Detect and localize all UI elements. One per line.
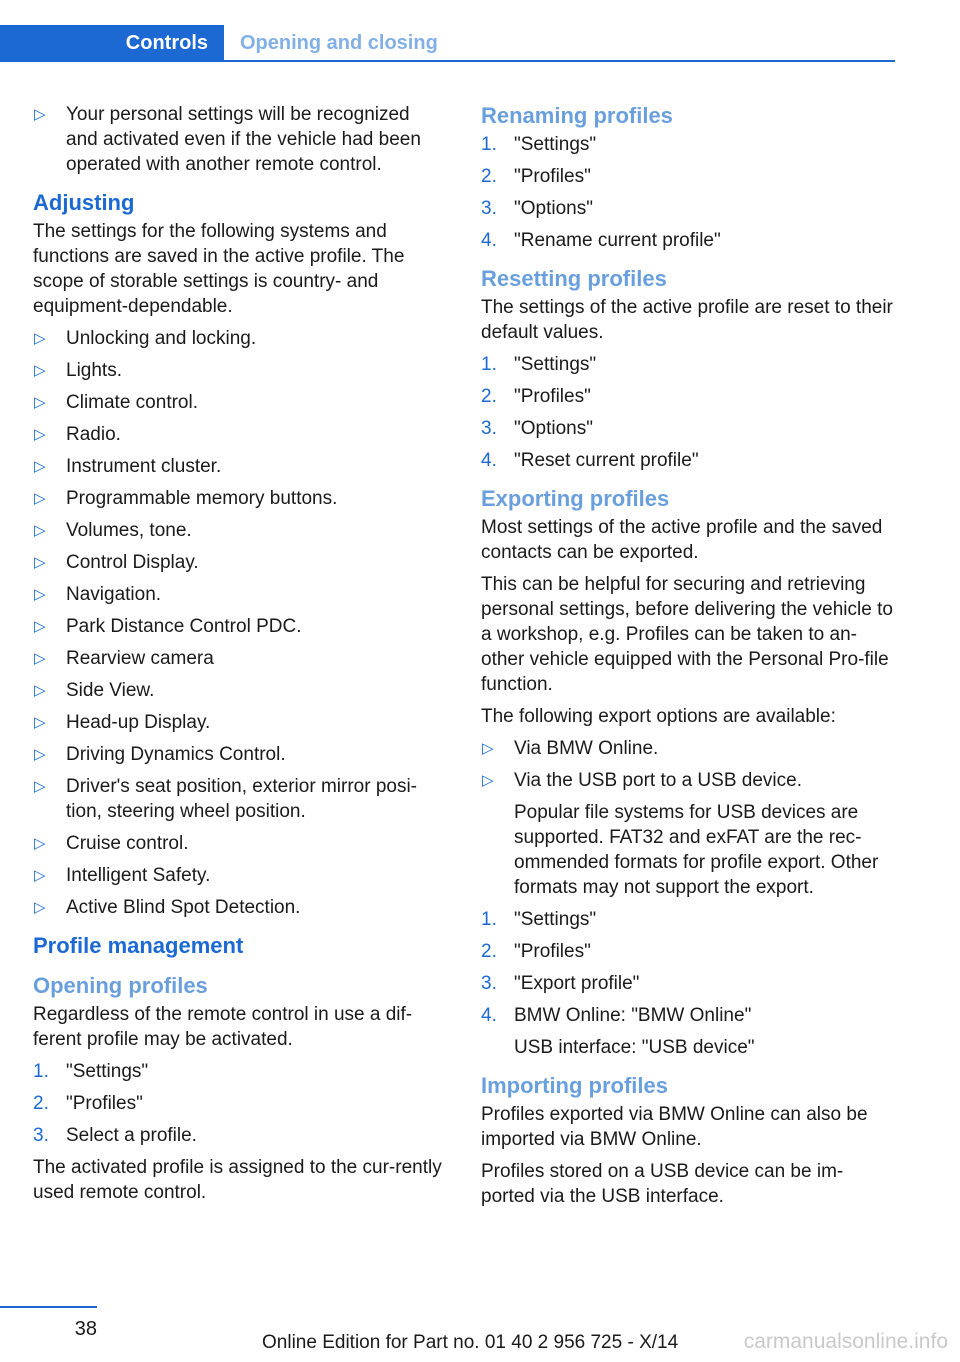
list-item: ▷ Via the USB port to a USB device. Popular file systems for USB devices are supported. FAT32 and exFAT are the rec‐ommended formats for profile export. Other formats may not support the export.	[481, 768, 896, 900]
triangle-bullet-icon: ▷	[482, 740, 494, 757]
list-item: ▷ Volumes, tone.	[34, 520, 192, 541]
triangle-bullet-icon: ▷	[34, 682, 46, 699]
list-item: ▷ Control Display.	[34, 552, 199, 573]
triangle-bullet-icon: ▷	[34, 394, 46, 411]
list-item: ▷ Driver's seat position, exterior mirror posi‐tion, steering wheel position.	[34, 776, 417, 822]
triangle-bullet-icon: ▷	[34, 899, 46, 916]
heading-resetting-profiles: Resetting profiles	[481, 266, 667, 291]
resetting-steps	[481, 352, 896, 473]
list-item: ▷ Programmable memory buttons.	[34, 488, 338, 509]
heading-importing-profiles: Importing profiles	[481, 1073, 668, 1098]
exporting-text-3: The following export options are available:	[481, 706, 836, 727]
opening-text: Regardless of the remote control in use a dif‐ferent profile may be activated.	[33, 1004, 413, 1050]
export-steps	[481, 907, 896, 1060]
step-item: 3. "Options"	[481, 418, 593, 439]
list-item: ▷ Side View.	[34, 680, 155, 701]
triangle-bullet-icon: ▷	[34, 867, 46, 884]
step-number: 4.	[481, 1005, 497, 1026]
triangle-bullet-icon: ▷	[34, 746, 46, 763]
heading-adjusting: Adjusting	[33, 190, 135, 215]
edition-note: Online Edition for Part no. 01 40 2 956 725 - X/14	[262, 1332, 679, 1353]
step-item: 3. "Export profile"	[481, 973, 640, 994]
step-number: 3.	[481, 418, 497, 439]
triangle-bullet-icon: ▷	[34, 106, 46, 123]
list-item: ▷ Rearview camera	[34, 648, 214, 669]
section-tab-controls: Controls	[0, 25, 224, 62]
heading-opening-profiles: Opening profiles	[33, 973, 208, 998]
triangle-bullet-icon: ▷	[34, 490, 46, 507]
list-item: ▷ Via BMW Online.	[482, 738, 659, 759]
header-rule	[0, 60, 895, 62]
step-number: 1.	[481, 909, 497, 930]
list-item: ▷ Cruise control.	[34, 833, 189, 854]
list-item: ▷ Radio.	[34, 424, 121, 445]
intro-list	[33, 102, 443, 177]
step-item: 3. Select a profile.	[33, 1125, 197, 1146]
list-item: ▷ Unlocking and locking.	[34, 328, 257, 349]
footer-rule	[0, 1306, 97, 1308]
triangle-bullet-icon: ▷	[34, 522, 46, 539]
adjusting-list	[33, 326, 443, 920]
list-item: ▷ Park Distance Control PDC.	[34, 616, 302, 637]
opening-steps	[33, 1059, 443, 1148]
list-item: ▷ Navigation.	[34, 584, 162, 605]
step-item: 2. "Profiles"	[33, 1093, 143, 1114]
triangle-bullet-icon: ▷	[34, 362, 46, 379]
step-item: 4. BMW Online: "BMW Online" USB interface: "USB device"	[481, 1003, 896, 1060]
list-item: ▷ Head-up Display.	[34, 712, 211, 733]
step-item: 1. "Settings"	[481, 909, 597, 930]
step-number: 4.	[481, 230, 497, 251]
step-number: 3.	[481, 973, 497, 994]
export-step-note: USB interface: "USB device"	[514, 1037, 755, 1058]
watermark: carmanualsonline.info	[743, 1330, 948, 1353]
step-item: 1. "Settings"	[481, 354, 597, 375]
step-number: 2.	[33, 1093, 49, 1114]
page-header	[0, 25, 895, 62]
export-option-note: Popular file systems for USB devices are supported. FAT32 and exFAT are the rec‐ommended formats for profile export. Other formats may not support the export.	[514, 802, 879, 898]
importing-text-1: Profiles exported via BMW Online can also be imported via BMW Online.	[481, 1104, 868, 1150]
triangle-bullet-icon: ▷	[34, 586, 46, 603]
triangle-bullet-icon: ▷	[482, 772, 494, 789]
triangle-bullet-icon: ▷	[34, 330, 46, 347]
exporting-text-2: This can be helpful for securing and retrieving personal settings, before delivering the vehicle to a workshop, e.g. Profiles can be taken to an‐other vehicle equipped with the Personal Pro‐file function.	[481, 574, 893, 695]
list-item: ▷ Your personal settings will be recognized and activated even if the vehicle had been operated with another remote control.	[34, 104, 421, 175]
step-number: 3.	[481, 198, 497, 219]
adjusting-text: The settings for the following systems and functions are saved in the active profile. The scope of storable settings is country- and equipment-dependable.	[33, 221, 405, 317]
list-item: ▷ Intelligent Safety.	[34, 865, 211, 886]
triangle-bullet-icon: ▷	[34, 714, 46, 731]
section-tab-opening-and-closing: Opening and closing	[240, 32, 438, 54]
step-item: 3. "Options"	[481, 198, 593, 219]
step-number: 1.	[481, 134, 497, 155]
exporting-text-1: Most settings of the active profile and the saved contacts can be exported.	[481, 517, 883, 563]
triangle-bullet-icon: ▷	[34, 618, 46, 635]
step-item: 2. "Profiles"	[481, 941, 591, 962]
step-item: 1. "Settings"	[481, 134, 597, 155]
step-number: 2.	[481, 941, 497, 962]
triangle-bullet-icon: ▷	[34, 426, 46, 443]
export-options	[481, 736, 896, 900]
heading-renaming-profiles: Renaming profiles	[481, 103, 673, 128]
step-number: 3.	[33, 1125, 49, 1146]
list-item: ▷ Lights.	[34, 360, 122, 381]
heading-exporting-profiles: Exporting profiles	[481, 486, 670, 511]
step-item: 1. "Settings"	[33, 1061, 149, 1082]
page-number: 38	[74, 1318, 97, 1340]
step-item: 2. "Profiles"	[481, 166, 591, 187]
renaming-steps	[481, 132, 896, 253]
list-item: ▷ Active Blind Spot Detection.	[34, 897, 301, 918]
triangle-bullet-icon: ▷	[34, 650, 46, 667]
step-number: 1.	[33, 1061, 49, 1082]
list-item: ▷ Climate control.	[34, 392, 198, 413]
left-column	[33, 102, 443, 1212]
right-column	[481, 102, 896, 1216]
step-item: 2. "Profiles"	[481, 386, 591, 407]
heading-profile-management: Profile management	[33, 933, 244, 958]
triangle-bullet-icon: ▷	[34, 778, 46, 795]
triangle-bullet-icon: ▷	[34, 458, 46, 475]
step-number: 2.	[481, 166, 497, 187]
triangle-bullet-icon: ▷	[34, 554, 46, 571]
triangle-bullet-icon: ▷	[34, 835, 46, 852]
list-item: ▷ Driving Dynamics Control.	[34, 744, 286, 765]
step-item: 4. "Rename current profile"	[481, 230, 721, 251]
step-number: 1.	[481, 354, 497, 375]
opening-after-text: The activated profile is assigned to the cur‐rently used remote control.	[33, 1157, 442, 1203]
list-item: ▷ Instrument cluster.	[34, 456, 222, 477]
resetting-text: The settings of the active profile are reset to their default values.	[481, 297, 893, 343]
importing-text-2: Profiles stored on a USB device can be im‐ported via the USB interface.	[481, 1161, 844, 1207]
step-number: 2.	[481, 386, 497, 407]
step-item: 4. "Reset current profile"	[481, 450, 699, 471]
step-number: 4.	[481, 450, 497, 471]
